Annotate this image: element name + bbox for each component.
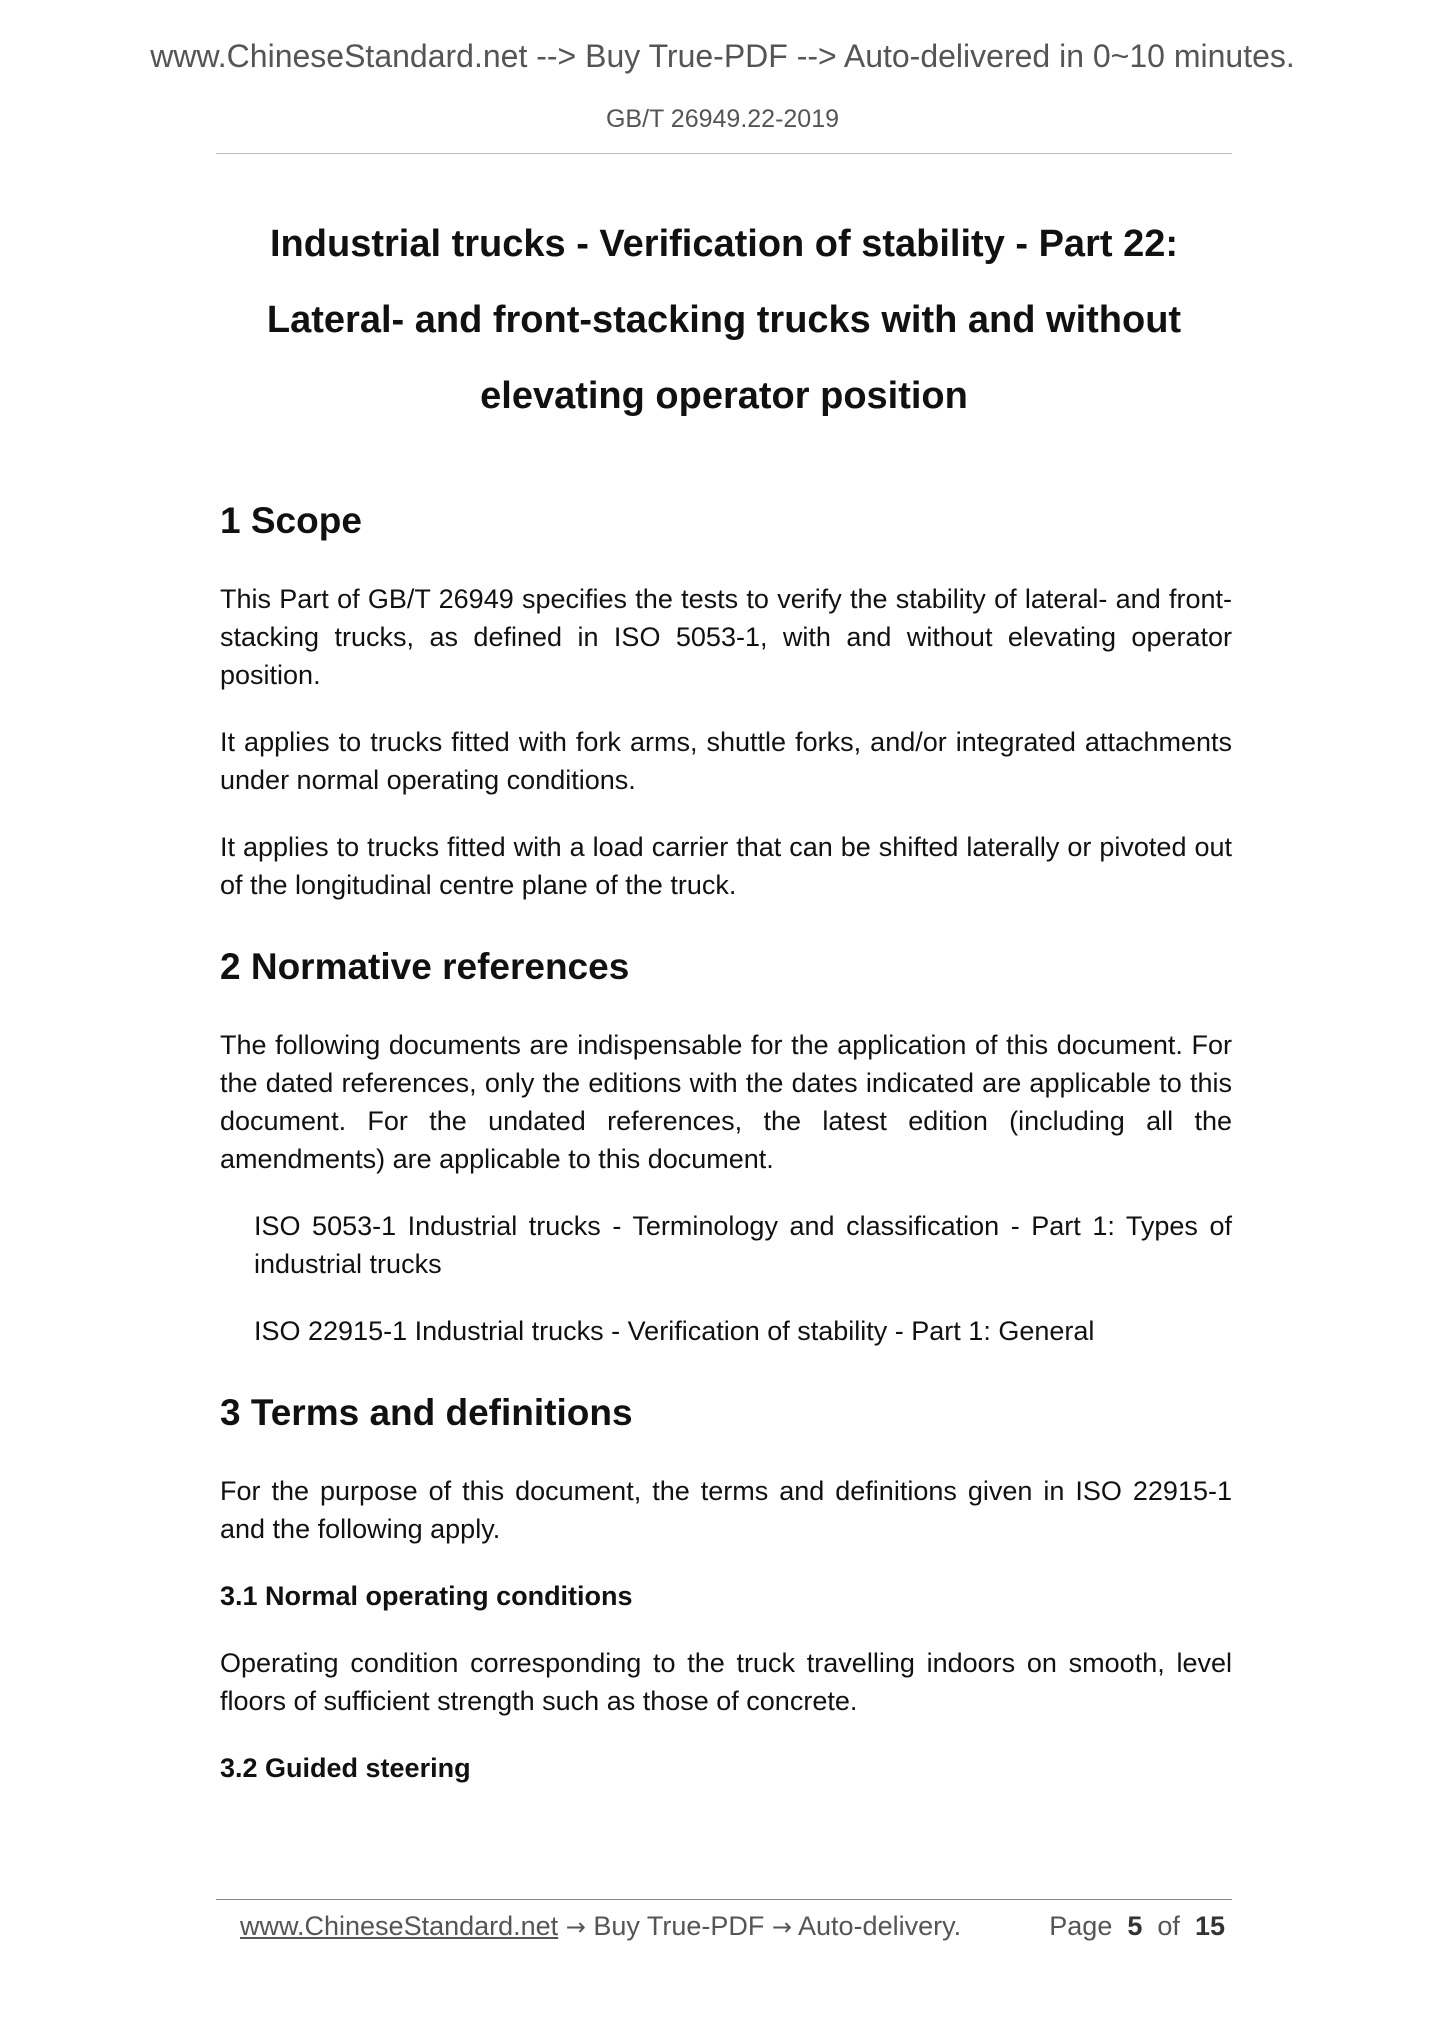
normative-paragraph: The following documents are indispensable for the application of this document. For the dated references, only the editions with the dates indicated are applicable to this document. For the undated references, the latest edition (including all the amendments) are applicable to this document. <box>220 1030 1232 1174</box>
arrow-right-icon: → <box>771 1913 792 1941</box>
footer-auto-text: Auto-delivery. <box>798 1911 962 1941</box>
page-number: 5 <box>1127 1911 1143 1941</box>
scope-paragraph-3: It applies to trucks fitted with a load carrier that can be shifted laterally or pivoted out of the longitudinal centre plane of the truck. <box>220 832 1232 900</box>
footer-site-link[interactable]: www.ChineseStandard.net <box>240 1911 559 1941</box>
term-heading-3-1: 3.1 Normal operating conditions <box>220 1581 633 1611</box>
terms-paragraph: For the purpose of this document, the terms and definitions given in ISO 22915-1 and the following apply. <box>220 1476 1232 1544</box>
footer-buy-text: Buy True-PDF <box>593 1911 765 1941</box>
document-body <box>220 498 1232 1787</box>
top-banner: www.ChineseStandard.net --> Buy True-PDF --> Auto-delivered in 0~10 minutes. <box>150 38 1295 74</box>
header-divider <box>216 153 1232 154</box>
section-heading-normative-references: 2 Normative references <box>220 946 630 987</box>
title-line-3: elevating operator position <box>480 375 968 417</box>
title-line-1: Industrial trucks - Verification of stability - Part 22: <box>270 223 1178 265</box>
page-indicator <box>1049 1906 1225 1946</box>
scope-paragraph-1: This Part of GB/T 26949 specifies the tests to verify the stability of lateral- and front-stacking trucks, as defined in ISO 5053-1, with and without elevating operator position. <box>220 584 1232 690</box>
title-line-2: Lateral- and front-stacking trucks with and without <box>266 299 1182 341</box>
term-definition-3-1: Operating condition corresponding to the truck travelling indoors on smooth, level floors of sufficient strength such as those of concrete. <box>220 1648 1232 1716</box>
page-footer <box>240 1906 1225 1946</box>
footer-divider <box>216 1899 1232 1900</box>
document-title <box>216 206 1232 434</box>
reference-iso-22915-1: ISO 22915-1 Industrial trucks - Verification of stability - Part 1: General <box>254 1316 1095 1346</box>
of-word: of <box>1157 1911 1180 1941</box>
term-heading-3-2: 3.2 Guided steering <box>220 1753 471 1783</box>
scope-paragraph-2: It applies to trucks fitted with fork arms, shuttle forks, and/or integrated attachments under normal operating conditions. <box>220 727 1232 795</box>
standard-code: GB/T 26949.22-2019 <box>605 105 840 133</box>
section-heading-terms-definitions: 3 Terms and definitions <box>220 1392 633 1433</box>
page-total: 15 <box>1194 1911 1225 1941</box>
arrow-right-icon: → <box>565 1913 586 1941</box>
page-word: Page <box>1049 1911 1113 1941</box>
section-heading-scope: 1 Scope <box>220 500 362 541</box>
reference-iso-5053-1: ISO 5053-1 Industrial trucks - Terminology and classification - Part 1: Types of industrial trucks <box>254 1211 1232 1279</box>
